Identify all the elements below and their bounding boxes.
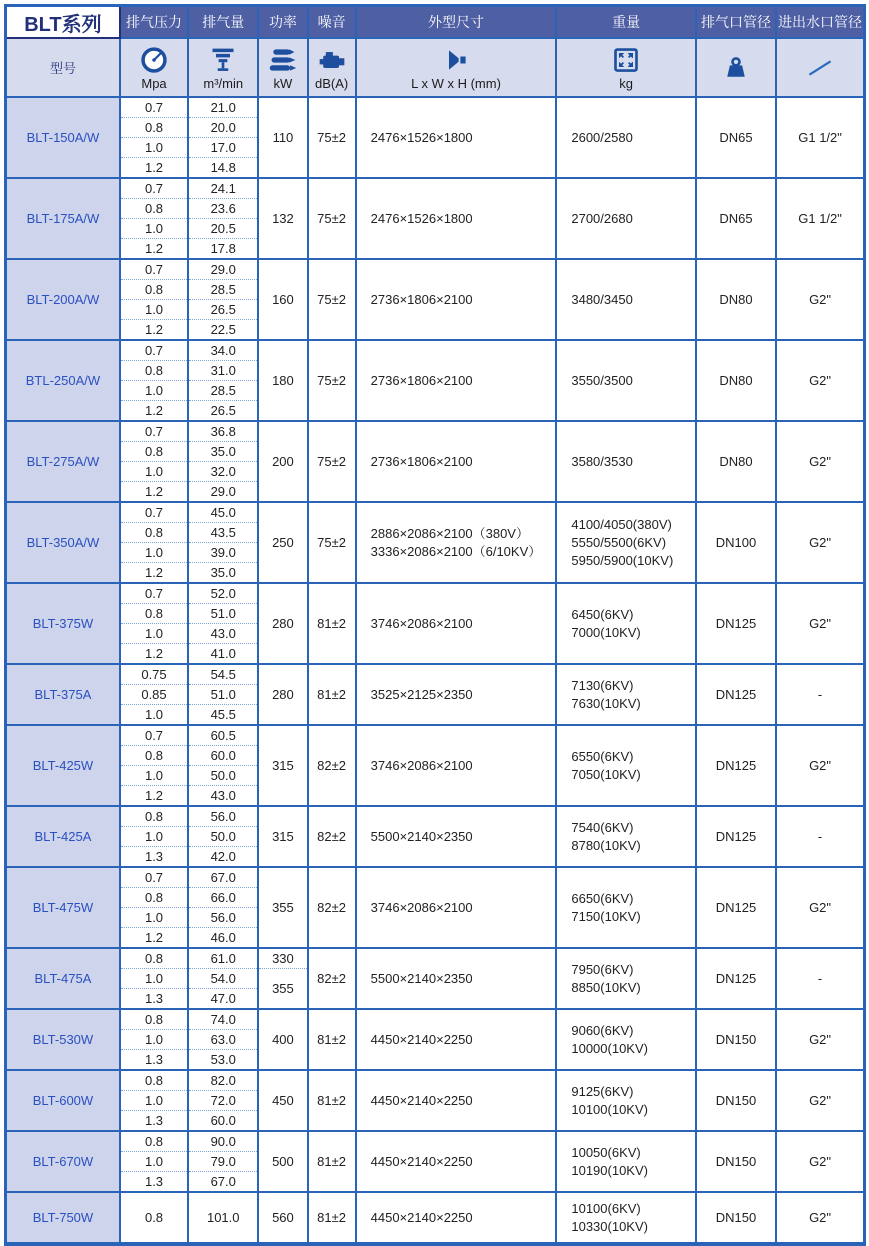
pressure-cell: 1.2 <box>120 158 188 179</box>
unit-cell-weight <box>556 38 695 97</box>
power-cell: 560 <box>258 1192 307 1244</box>
noise-cell: 75±2 <box>308 340 356 421</box>
energy-bars-icon <box>268 45 298 75</box>
dimensions-cell: 5500×2140×2350 <box>356 806 557 867</box>
table-row <box>6 97 865 118</box>
outlet-diameter-cell: DN125 <box>696 867 776 948</box>
weight-cell: 3480/3450 <box>556 259 695 340</box>
pressure-cell: 1.0 <box>120 300 188 320</box>
weight-cell: 4100/4050(380V) 5550/5500(6KV) 5950/5900(10KV) <box>556 502 695 583</box>
water-diameter-cell: - <box>776 806 864 867</box>
unit-cell-water <box>776 38 864 97</box>
model-cell: BLT-375A <box>6 664 120 725</box>
power-cell: 355 <box>258 867 307 948</box>
water-diameter-cell: G2" <box>776 502 864 583</box>
volume-cell: 61.0 <box>188 948 258 969</box>
pressure-cell: 0.7 <box>120 421 188 442</box>
water-diameter-cell: - <box>776 664 864 725</box>
model-cell: BLT-425A <box>6 806 120 867</box>
volume-cell: 72.0 <box>188 1091 258 1111</box>
dimensions-cell: 3746×2086×2100 <box>356 725 557 806</box>
outlet-diameter-cell: DN65 <box>696 178 776 259</box>
volume-cell: 26.5 <box>188 401 258 422</box>
water-diameter-cell: G2" <box>776 1070 864 1131</box>
slash-icon <box>804 53 836 83</box>
pressure-cell: 1.2 <box>120 239 188 260</box>
pressure-cell: 1.0 <box>120 381 188 401</box>
dimensions-cell: 3746×2086×2100 <box>356 583 557 664</box>
weight-cell: 3580/3530 <box>556 421 695 502</box>
gauge-icon <box>140 45 168 75</box>
pressure-cell: 0.8 <box>120 1131 188 1152</box>
power-cell: 110 <box>258 97 307 178</box>
volume-cell: 54.0 <box>188 969 258 989</box>
col-header-water: 进出水口管径 <box>776 6 864 39</box>
funnel-icon <box>209 45 237 75</box>
unit-cell-noise <box>308 38 356 97</box>
power-cell: 280 <box>258 583 307 664</box>
spec-table-body <box>6 97 865 1244</box>
weight-cell: 7130(6KV) 7630(10KV) <box>556 664 695 725</box>
pressure-cell: 0.8 <box>120 604 188 624</box>
pressure-cell: 1.3 <box>120 1050 188 1071</box>
motor-icon <box>317 45 347 75</box>
noise-cell: 81±2 <box>308 1192 356 1244</box>
volume-cell: 36.8 <box>188 421 258 442</box>
pressure-cell: 0.7 <box>120 178 188 199</box>
pressure-cell: 1.0 <box>120 624 188 644</box>
volume-cell: 82.0 <box>188 1070 258 1091</box>
power-cell: 180 <box>258 340 307 421</box>
pressure-cell: 0.8 <box>120 1192 188 1244</box>
pressure-cell: 1.0 <box>120 705 188 726</box>
pressure-cell: 0.7 <box>120 867 188 888</box>
pressure-cell: 0.8 <box>120 806 188 827</box>
volume-cell: 28.5 <box>188 280 258 300</box>
pressure-cell: 1.0 <box>120 766 188 786</box>
model-cell: BLT-600W <box>6 1070 120 1131</box>
volume-cell: 52.0 <box>188 583 258 604</box>
unit-cell-outlet <box>696 38 776 97</box>
pressure-cell: 1.2 <box>120 563 188 584</box>
water-diameter-cell: G1 1/2" <box>776 178 864 259</box>
col-header-noise: 噪音 <box>308 6 356 39</box>
pressure-cell: 0.7 <box>120 725 188 746</box>
weight-cell: 10050(6KV) 10190(10KV) <box>556 1131 695 1192</box>
col-header-volume: 排气量 <box>188 6 258 39</box>
weight-cell: 6450(6KV) 7000(10KV) <box>556 583 695 664</box>
model-cell: BLT-150A/W <box>6 97 120 178</box>
volume-cell: 29.0 <box>188 482 258 503</box>
power-cell: 160 <box>258 259 307 340</box>
speaker-icon <box>442 45 470 75</box>
power-cell: 400 <box>258 1009 307 1070</box>
noise-cell: 75±2 <box>308 259 356 340</box>
outlet-diameter-cell: DN125 <box>696 806 776 867</box>
volume-cell: 31.0 <box>188 361 258 381</box>
volume-cell: 66.0 <box>188 888 258 908</box>
outlet-diameter-cell: DN80 <box>696 259 776 340</box>
col-header-weight: 重量 <box>556 6 695 39</box>
dimensions-cell: 4450×2140×2250 <box>356 1192 557 1244</box>
volume-cell: 42.0 <box>188 847 258 868</box>
volume-cell: 43.0 <box>188 624 258 644</box>
outlet-diameter-cell: DN150 <box>696 1192 776 1244</box>
volume-cell: 39.0 <box>188 543 258 563</box>
outlet-diameter-cell: DN100 <box>696 502 776 583</box>
noise-cell: 82±2 <box>308 867 356 948</box>
volume-cell: 23.6 <box>188 199 258 219</box>
pressure-cell: 0.8 <box>120 199 188 219</box>
water-diameter-cell: G2" <box>776 725 864 806</box>
model-cell: BLT-475A <box>6 948 120 1009</box>
volume-cell: 46.0 <box>188 928 258 949</box>
pressure-cell: 1.0 <box>120 1152 188 1172</box>
volume-cell: 90.0 <box>188 1131 258 1152</box>
power-cell: 132 <box>258 178 307 259</box>
volume-cell: 43.5 <box>188 523 258 543</box>
volume-cell: 28.5 <box>188 381 258 401</box>
model-cell: BLT-175A/W <box>6 178 120 259</box>
pressure-cell: 0.8 <box>120 746 188 766</box>
table-row <box>6 1070 865 1091</box>
model-cell: BLT-275A/W <box>6 421 120 502</box>
weight-cell: 7950(6KV) 8850(10KV) <box>556 948 695 1009</box>
dimensions-cell: 2736×1806×2100 <box>356 340 557 421</box>
noise-cell: 81±2 <box>308 664 356 725</box>
pressure-cell: 0.8 <box>120 1070 188 1091</box>
table-row <box>6 725 865 746</box>
volume-cell: 20.5 <box>188 219 258 239</box>
power-cell: 450 <box>258 1070 307 1131</box>
volume-cell: 56.0 <box>188 908 258 928</box>
pressure-cell: 1.0 <box>120 1091 188 1111</box>
model-cell: BLT-475W <box>6 867 120 948</box>
volume-cell: 47.0 <box>188 989 258 1010</box>
volume-cell: 56.0 <box>188 806 258 827</box>
dimensions-cell: 3746×2086×2100 <box>356 867 557 948</box>
unit-cell-dims <box>356 38 557 97</box>
dimensions-cell: 4450×2140×2250 <box>356 1131 557 1192</box>
volume-cell: 24.1 <box>188 178 258 199</box>
model-cell: BLT-750W <box>6 1192 120 1244</box>
pressure-cell: 0.8 <box>120 948 188 969</box>
pressure-cell: 0.8 <box>120 442 188 462</box>
unit-pressure: Mpa <box>141 75 167 91</box>
dimensions-cell: 2736×1806×2100 <box>356 421 557 502</box>
dimensions-cell: 2736×1806×2100 <box>356 259 557 340</box>
pressure-cell: 0.7 <box>120 340 188 361</box>
noise-cell: 75±2 <box>308 97 356 178</box>
pressure-cell: 1.0 <box>120 827 188 847</box>
volume-cell: 34.0 <box>188 340 258 361</box>
water-diameter-cell: G2" <box>776 1131 864 1192</box>
outlet-diameter-cell: DN125 <box>696 725 776 806</box>
water-diameter-cell: G2" <box>776 421 864 502</box>
weight-cell: 10100(6KV) 10330(10KV) <box>556 1192 695 1244</box>
pressure-cell: 1.3 <box>120 989 188 1010</box>
weight-cell: 6550(6KV) 7050(10KV) <box>556 725 695 806</box>
table-row <box>6 806 865 827</box>
col-header-outlet: 排气口管径 <box>696 6 776 39</box>
volume-cell: 26.5 <box>188 300 258 320</box>
pressure-cell: 0.8 <box>120 361 188 381</box>
outlet-diameter-cell: DN125 <box>696 664 776 725</box>
water-diameter-cell: G2" <box>776 1192 864 1244</box>
pressure-cell: 0.85 <box>120 685 188 705</box>
volume-cell: 35.0 <box>188 563 258 584</box>
pressure-cell: 1.2 <box>120 320 188 341</box>
dimensions-cell: 5500×2140×2350 <box>356 948 557 1009</box>
dimensions-cell: 2476×1526×1800 <box>356 97 557 178</box>
unit-volume: m³/min <box>203 75 244 91</box>
dimensions-cell: 2886×2086×2100（380V） 3336×2086×2100（6/10KV） <box>356 502 557 583</box>
power-cell: 315 <box>258 806 307 867</box>
col-header-dims: 外型尺寸 <box>356 6 557 39</box>
volume-cell: 51.0 <box>188 685 258 705</box>
model-cell: BLT-350A/W <box>6 502 120 583</box>
noise-cell: 75±2 <box>308 502 356 583</box>
volume-cell: 22.5 <box>188 320 258 341</box>
volume-cell: 43.0 <box>188 786 258 807</box>
weight-cell: 7540(6KV) 8780(10KV) <box>556 806 695 867</box>
outlet-diameter-cell: DN80 <box>696 340 776 421</box>
volume-cell: 45.5 <box>188 705 258 726</box>
volume-cell: 50.0 <box>188 766 258 786</box>
pressure-cell: 0.7 <box>120 259 188 280</box>
table-row <box>6 340 865 361</box>
pressure-cell: 1.3 <box>120 847 188 868</box>
table-row <box>6 1192 865 1244</box>
power-cell: 280 <box>258 664 307 725</box>
col-header-pressure: 排气压力 <box>120 6 188 39</box>
water-diameter-cell: G2" <box>776 867 864 948</box>
volume-cell: 20.0 <box>188 118 258 138</box>
pressure-cell: 1.3 <box>120 1172 188 1193</box>
water-diameter-cell: G2" <box>776 259 864 340</box>
volume-cell: 79.0 <box>188 1152 258 1172</box>
volume-cell: 53.0 <box>188 1050 258 1071</box>
table-row <box>6 1009 865 1030</box>
noise-cell: 81±2 <box>308 1009 356 1070</box>
noise-cell: 81±2 <box>308 1131 356 1192</box>
water-diameter-cell: G1 1/2" <box>776 97 864 178</box>
dimensions-cell: 2476×1526×1800 <box>356 178 557 259</box>
noise-cell: 75±2 <box>308 421 356 502</box>
pressure-cell: 1.0 <box>120 969 188 989</box>
volume-cell: 51.0 <box>188 604 258 624</box>
water-diameter-cell: - <box>776 948 864 1009</box>
unit-cell-power <box>258 38 307 97</box>
pressure-cell: 1.0 <box>120 138 188 158</box>
power-cell: 200 <box>258 421 307 502</box>
weight-cell: 9125(6KV) 10100(10KV) <box>556 1070 695 1131</box>
volume-cell: 60.5 <box>188 725 258 746</box>
weight-cell: 6650(6KV) 7150(10KV) <box>556 867 695 948</box>
table-row <box>6 948 865 969</box>
volume-cell: 63.0 <box>188 1030 258 1050</box>
noise-cell: 75±2 <box>308 178 356 259</box>
unit-noise: dB(A) <box>314 75 349 91</box>
unit-power: kW <box>273 75 293 91</box>
volume-cell: 17.8 <box>188 239 258 260</box>
volume-cell: 45.0 <box>188 502 258 523</box>
pressure-cell: 1.2 <box>120 786 188 807</box>
dimensions-cell: 3525×2125×2350 <box>356 664 557 725</box>
noise-cell: 82±2 <box>308 806 356 867</box>
model-cell: BLT-375W <box>6 583 120 664</box>
unit-cell-pressure <box>120 38 188 97</box>
pressure-cell: 1.0 <box>120 1030 188 1050</box>
volume-cell: 21.0 <box>188 97 258 118</box>
power-cell: 500 <box>258 1131 307 1192</box>
model-cell: BLT-670W <box>6 1131 120 1192</box>
outlet-diameter-cell: DN150 <box>696 1131 776 1192</box>
pressure-cell: 0.8 <box>120 888 188 908</box>
pressure-cell: 1.0 <box>120 219 188 239</box>
water-diameter-cell: G2" <box>776 583 864 664</box>
header-row-titles <box>6 6 865 39</box>
volume-cell: 14.8 <box>188 158 258 179</box>
power-cell: 355 <box>258 969 307 1010</box>
pressure-cell: 1.2 <box>120 928 188 949</box>
volume-cell: 29.0 <box>188 259 258 280</box>
power-cell: 330 <box>258 948 307 969</box>
volume-cell: 50.0 <box>188 827 258 847</box>
water-diameter-cell: G2" <box>776 340 864 421</box>
noise-cell: 82±2 <box>308 725 356 806</box>
model-cell: BLT-530W <box>6 1009 120 1070</box>
pressure-cell: 0.8 <box>120 280 188 300</box>
pressure-cell: 1.0 <box>120 908 188 928</box>
model-cell: BTL-250A/W <box>6 340 120 421</box>
pressure-cell: 0.75 <box>120 664 188 685</box>
pressure-cell: 0.8 <box>120 1009 188 1030</box>
outlet-diameter-cell: DN65 <box>696 97 776 178</box>
table-row <box>6 502 865 523</box>
outlet-diameter-cell: DN125 <box>696 583 776 664</box>
dimensions-cell: 4450×2140×2250 <box>356 1070 557 1131</box>
unit-cell-volume <box>188 38 258 97</box>
model-cell: BLT-200A/W <box>6 259 120 340</box>
volume-cell: 32.0 <box>188 462 258 482</box>
outlet-diameter-cell: DN150 <box>696 1009 776 1070</box>
volume-cell: 60.0 <box>188 1111 258 1132</box>
water-diameter-cell: G2" <box>776 1009 864 1070</box>
pressure-cell: 1.3 <box>120 1111 188 1132</box>
power-cell: 315 <box>258 725 307 806</box>
volume-cell: 17.0 <box>188 138 258 158</box>
pressure-cell: 1.0 <box>120 543 188 563</box>
table-row <box>6 867 865 888</box>
pressure-cell: 1.2 <box>120 644 188 665</box>
pressure-cell: 0.8 <box>120 523 188 543</box>
outlet-diameter-cell: DN80 <box>696 421 776 502</box>
series-title: BLT系列 <box>6 6 120 39</box>
pressure-cell: 0.8 <box>120 118 188 138</box>
pressure-cell: 0.7 <box>120 97 188 118</box>
table-row <box>6 664 865 685</box>
outlet-diameter-cell: DN125 <box>696 948 776 1009</box>
table-row <box>6 178 865 199</box>
weight-cell: 2600/2580 <box>556 97 695 178</box>
weight-cell: 9060(6KV) 10000(10KV) <box>556 1009 695 1070</box>
weight-cell: 3550/3500 <box>556 340 695 421</box>
volume-cell: 54.5 <box>188 664 258 685</box>
pressure-cell: 1.0 <box>120 462 188 482</box>
model-cell: BLT-425W <box>6 725 120 806</box>
expand-arrows-icon <box>612 45 640 75</box>
unit-weight: kg <box>619 75 633 91</box>
spec-table <box>4 4 866 1246</box>
volume-cell: 101.0 <box>188 1192 258 1244</box>
pressure-cell: 0.7 <box>120 502 188 523</box>
dimensions-cell: 4450×2140×2250 <box>356 1009 557 1070</box>
table-row <box>6 583 865 604</box>
col-header-power: 功率 <box>258 6 307 39</box>
volume-cell: 60.0 <box>188 746 258 766</box>
weight-cell: 2700/2680 <box>556 178 695 259</box>
volume-cell: 41.0 <box>188 644 258 665</box>
table-row <box>6 1131 865 1152</box>
volume-cell: 67.0 <box>188 867 258 888</box>
unit-dims: L x W x H (mm) <box>411 75 501 91</box>
weight-icon <box>722 53 750 83</box>
pressure-cell: 1.2 <box>120 401 188 422</box>
pressure-cell: 1.2 <box>120 482 188 503</box>
table-row <box>6 259 865 280</box>
header-row-units <box>6 38 865 97</box>
pressure-cell: 0.7 <box>120 583 188 604</box>
volume-cell: 67.0 <box>188 1172 258 1193</box>
noise-cell: 82±2 <box>308 948 356 1009</box>
noise-cell: 81±2 <box>308 583 356 664</box>
noise-cell: 81±2 <box>308 1070 356 1131</box>
power-cell: 250 <box>258 502 307 583</box>
outlet-diameter-cell: DN150 <box>696 1070 776 1131</box>
volume-cell: 74.0 <box>188 1009 258 1030</box>
volume-cell: 35.0 <box>188 442 258 462</box>
model-column-header <box>6 38 120 97</box>
table-row <box>6 421 865 442</box>
model-label: 型号 <box>49 60 76 76</box>
